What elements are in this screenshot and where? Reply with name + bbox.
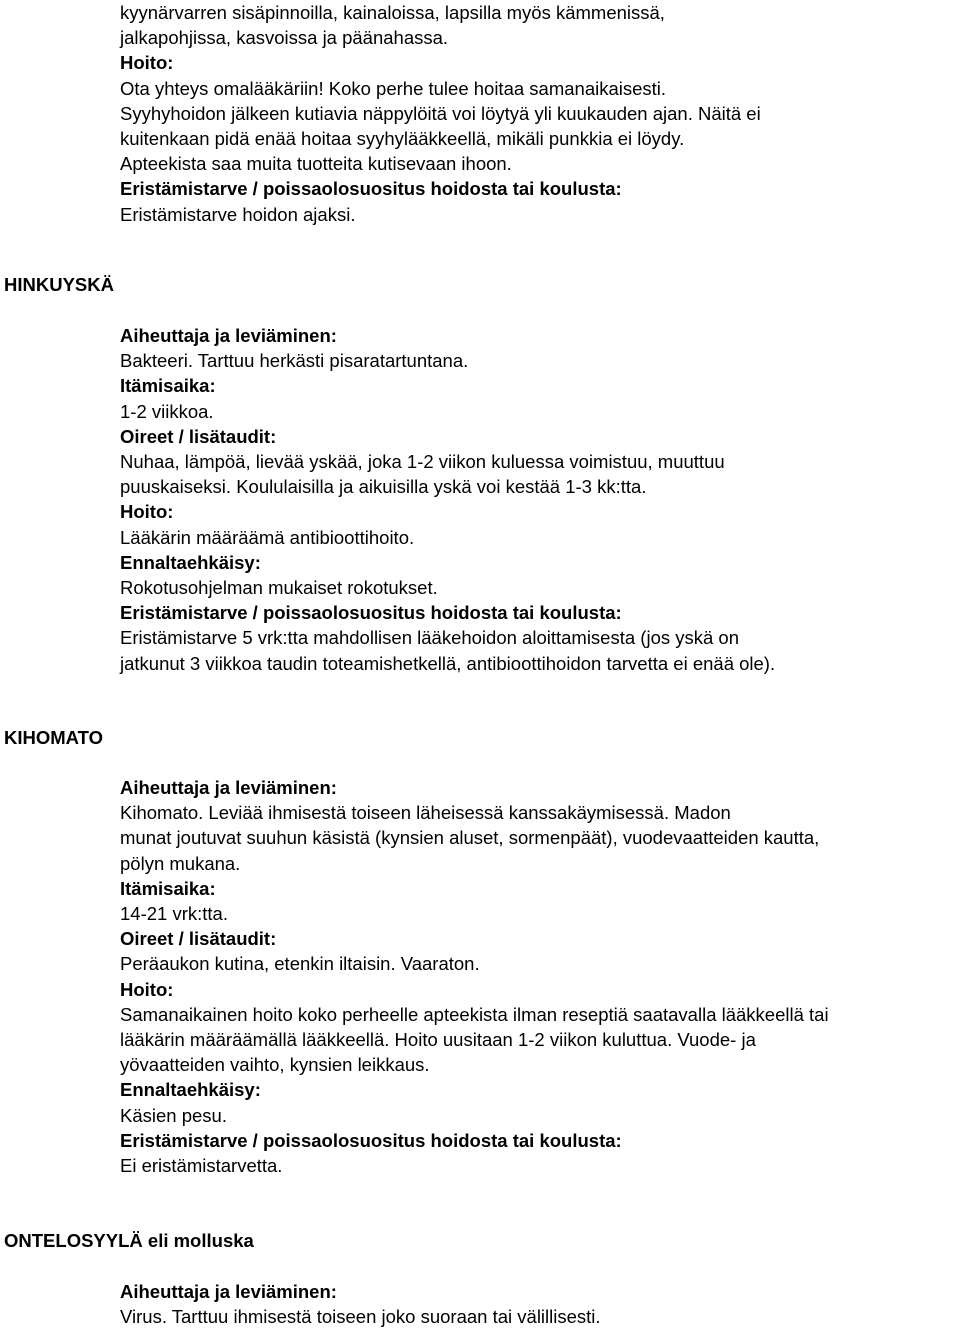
body-text: jatkunut 3 viikkoa taudin toteamishetkellä, antibioottihoidon tarvetta ei enää ole).: [120, 652, 776, 674]
body-text: Syyhyhoidon jälkeen kutiavia näppylöitä voi löytyä yli kuukauden ajan. Näitä ei: [120, 102, 761, 124]
body-text: puuskaiseksi. Koululaisilla ja aikuisilla yskä voi kestää 1-3 kk:tta.: [120, 476, 647, 498]
hoito-label: Hoito:: [120, 978, 174, 1000]
body-text: jalkapohjissa, kasvoissa ja päänahassa.: [120, 27, 449, 49]
body-text: lääkärin määräämällä lääkkeellä. Hoito uusitaan 1-2 viikon kuluttua. Vuode- ja: [120, 1029, 756, 1051]
body-text: Käsien pesu.: [120, 1104, 227, 1126]
body-text: 1-2 viikkoa.: [120, 400, 214, 422]
body-text: munat joutuvat suuhun käsistä (kynsien aluset, sormenpäät), vuodevaatteiden kautta,: [120, 827, 820, 849]
body-text: Lääkärin määräämä antibioottihoito.: [120, 526, 415, 548]
body-text: Kihomato. Leviää ihmisestä toiseen läheisessä kanssakäymisessä. Madon: [120, 802, 731, 824]
oireet-label: Oireet / lisätaudit:: [120, 425, 277, 447]
section-kihomato: [120, 775, 960, 1178]
itamisaika-label: Itämisaika:: [120, 877, 216, 899]
syyhy-continuation: [120, 0, 960, 227]
body-text: pölyn mukana.: [120, 852, 241, 874]
eristamistarve-label: Eristämistarve / poissaolosuositus hoidosta tai koulusta:: [120, 602, 622, 624]
aiheuttaja-label: Aiheuttaja ja leviäminen:: [120, 777, 337, 798]
body-text: Nuhaa, lämpöä, lievää yskää, joka 1-2 viikon kuluessa voimistuu, muuttuu: [120, 451, 725, 473]
eristamistarve-label: Eristämistarve / poissaolosuositus hoidosta tai koulusta:: [120, 1129, 622, 1151]
ennaltaehkaisy-label: Ennaltaehkäisy:: [120, 551, 261, 573]
oireet-label: Oireet / lisätaudit:: [120, 928, 277, 950]
section-heading-ontelosyyla: ONTELOSYYLÄ eli molluska: [4, 1230, 254, 1251]
body-text: Eristämistarve hoidon ajaksi.: [120, 203, 356, 225]
itamisaika-label: Itämisaika:: [120, 375, 216, 397]
section-hinkuyska: [120, 323, 960, 676]
aiheuttaja-label: Aiheuttaja ja leviäminen:: [120, 1281, 337, 1302]
body-text: Peräaukon kutina, etenkin iltaisin. Vaaraton.: [120, 953, 480, 975]
body-text: Ei eristämistarvetta.: [120, 1155, 283, 1177]
hoito-label: Hoito:: [120, 52, 174, 74]
body-text: Bakteeri. Tarttuu herkästi pisaratartuntana.: [120, 350, 469, 372]
aiheuttaja-label: Aiheuttaja ja leviäminen:: [120, 325, 337, 346]
body-text: Apteekista saa muita tuotteita kutisevaan ihoon.: [120, 153, 512, 175]
body-text: kuitenkaan pidä enää hoitaa syyhylääkkeellä, mikäli punkkia ei löydy.: [120, 128, 685, 150]
body-text: Eristämistarve 5 vrk:tta mahdollisen lääkehoidon aloittamisesta (jos yskä on: [120, 627, 740, 649]
body-text: 14-21 vrk:tta.: [120, 903, 228, 925]
ennaltaehkaisy-label: Ennaltaehkäisy:: [120, 1079, 261, 1101]
body-text: yövaatteiden vaihto, kynsien leikkaus.: [120, 1054, 430, 1076]
body-text: Rokotusohjelman mukaiset rokotukset.: [120, 577, 438, 599]
section-heading-hinkuyska: HINKUYSKÄ: [4, 274, 114, 295]
body-text: kyynärvarren sisäpinnoilla, kainaloissa, lapsilla myös kämmenissä,: [120, 2, 665, 23]
eristamistarve-label: Eristämistarve / poissaolosuositus hoidosta tai koulusta:: [120, 178, 622, 200]
body-text: Ota yhteys omalääkäriin! Koko perhe tulee hoitaa samanaikaisesti.: [120, 77, 667, 99]
section-ontelosyyla: [120, 1279, 960, 1329]
section-heading-kihomato: KIHOMATO: [4, 727, 104, 748]
hoito-label: Hoito:: [120, 501, 174, 523]
body-text: Samanaikainen hoito koko perheelle apteekista ilman reseptiä saatavalla lääkkeellä tai: [120, 1003, 829, 1025]
body-text: Virus. Tarttuu ihmisestä toiseen joko suoraan tai välillisesti.: [120, 1306, 601, 1328]
